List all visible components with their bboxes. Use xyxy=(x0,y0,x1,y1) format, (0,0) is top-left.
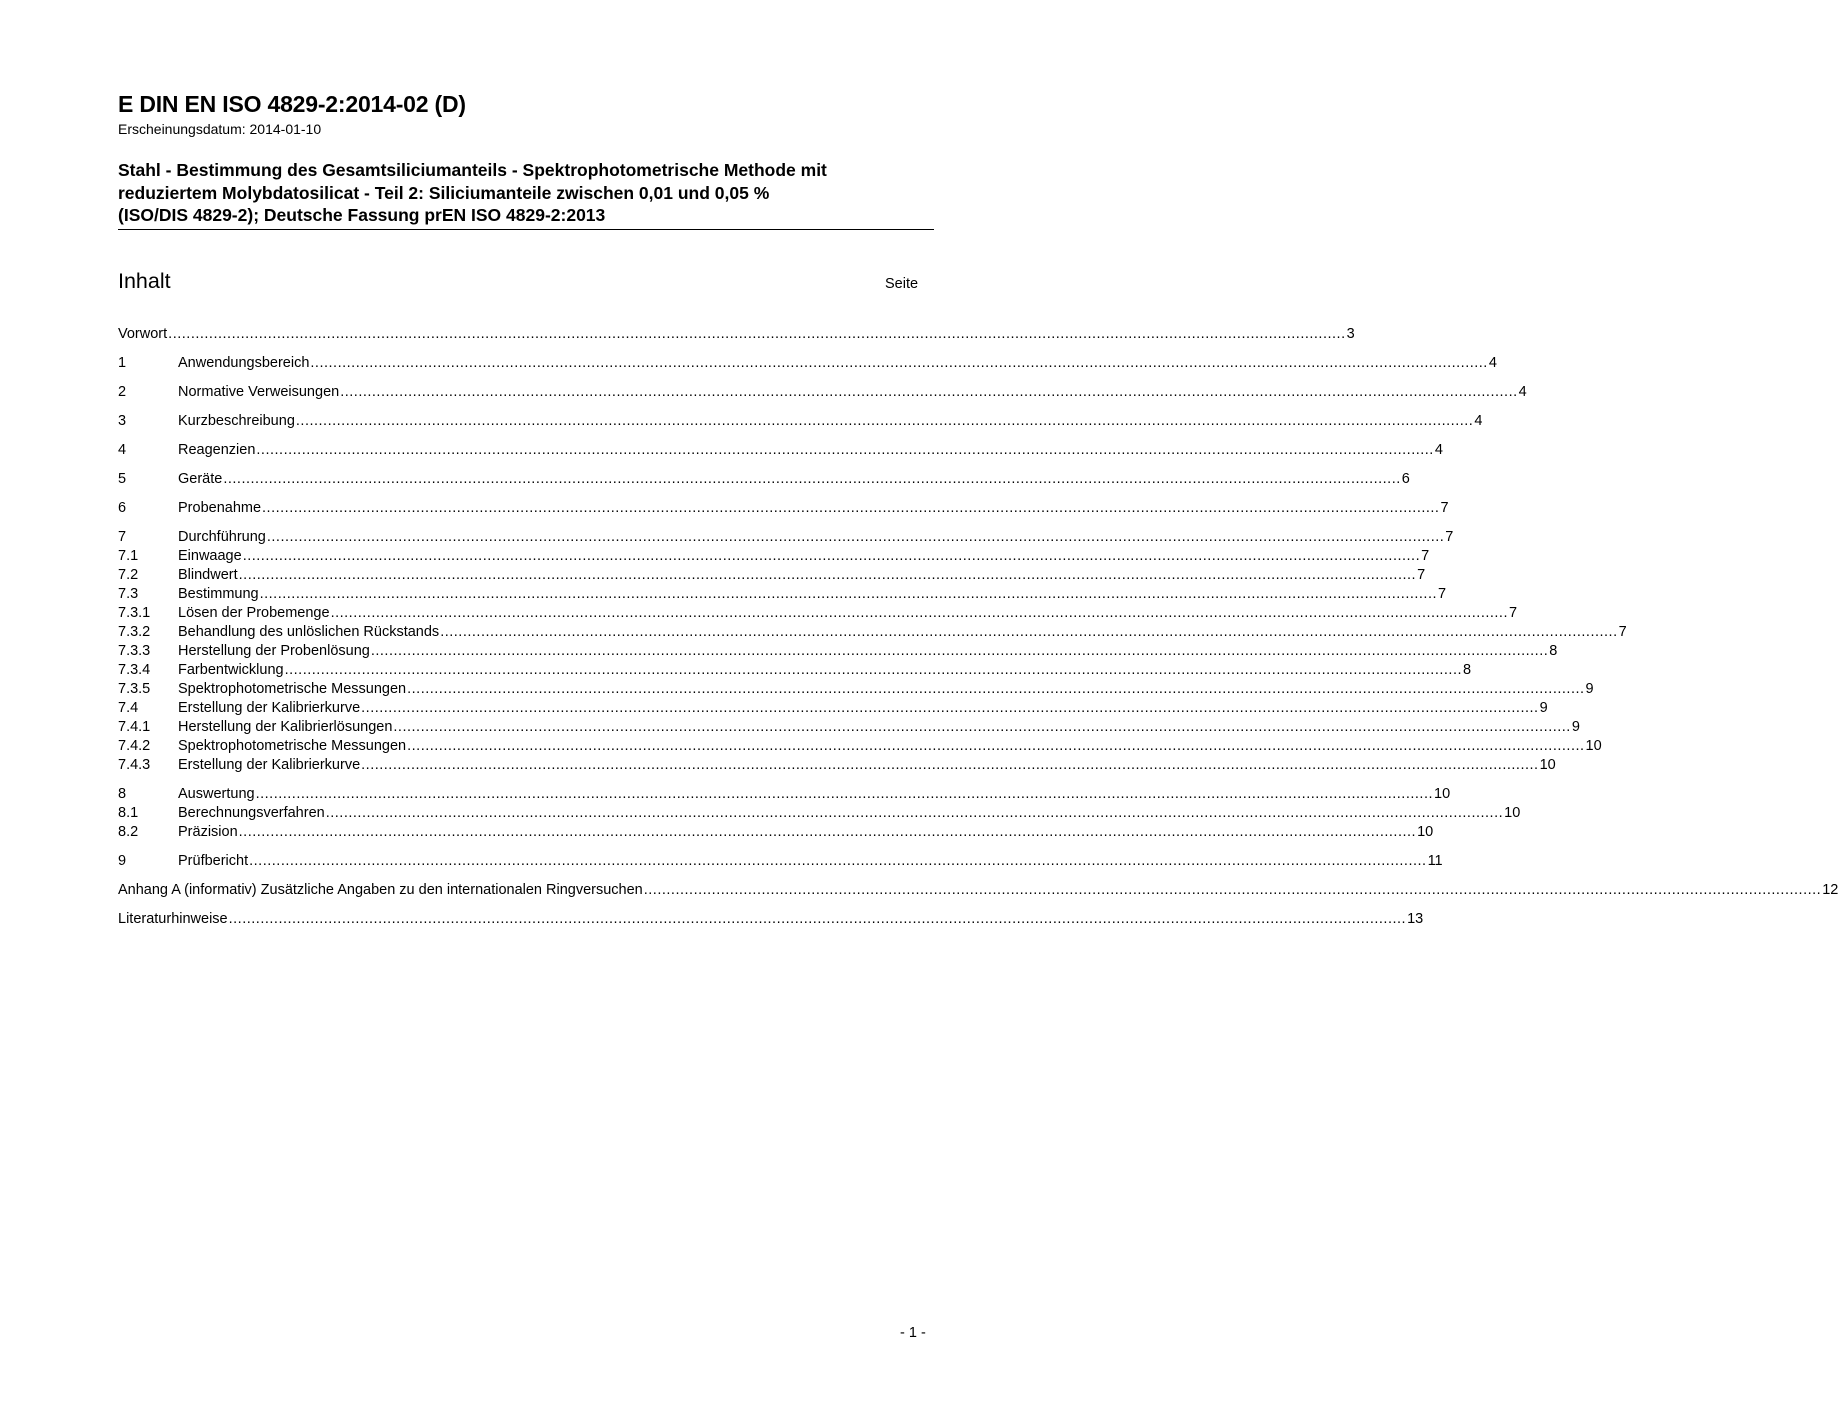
toc-entry-number: 1 xyxy=(118,355,127,371)
toc-dot-leader: .................................................................................................................................................................................................................................................................... xyxy=(228,911,1407,927)
toc-entry-title: Anhang A (informativ) Zusätzliche Angaben zu den internationalen Ringversuchen xyxy=(118,882,643,898)
toc-entry-number: 3 xyxy=(118,413,127,429)
toc-entry-number: 2 xyxy=(118,384,127,400)
toc-entry-number: 8 xyxy=(118,786,127,802)
toc-entry[interactable] xyxy=(118,623,1627,642)
toc-entry-number: 8.2 xyxy=(118,824,139,840)
toc-entry-page: 10 xyxy=(1539,757,1556,773)
toc-entry[interactable] xyxy=(118,661,1472,680)
toc-dot-leader: .................................................................................................................................................................................................................................................................... xyxy=(340,384,1518,400)
document-subject xyxy=(118,159,938,227)
toc-entry[interactable] xyxy=(118,547,1430,566)
toc-entry-number: 8.1 xyxy=(118,805,139,821)
title-divider xyxy=(118,229,934,230)
toc-entry-number: 4 xyxy=(118,442,127,458)
toc-entry-title: Anwendungsbereich xyxy=(178,355,310,371)
toc-entry-title: Probenahme xyxy=(178,500,262,516)
toc-entry[interactable] xyxy=(118,642,1558,661)
toc-dot-leader: .................................................................................................................................................................................................................................................................... xyxy=(407,738,1585,754)
toc-entry[interactable] xyxy=(118,699,1548,718)
toc-dot-leader: .................................................................................................................................................................................................................................................................... xyxy=(295,413,1474,429)
toc-dot-leader: .................................................................................................................................................................................................................................................................... xyxy=(310,355,1488,371)
toc-dot-leader: .................................................................................................................................................................................................................................................................... xyxy=(256,442,1434,458)
toc-dot-leader: .................................................................................................................................................................................................................................................................... xyxy=(168,326,1346,342)
toc-entry[interactable] xyxy=(118,528,1454,547)
toc-entry-page: 9 xyxy=(1539,700,1548,716)
toc-entry[interactable] xyxy=(118,852,1443,871)
toc-entry-title: Literaturhinweise xyxy=(118,911,228,927)
toc-entry-page: 8 xyxy=(1549,643,1558,659)
toc-entry-number: 7 xyxy=(118,529,127,545)
toc-entry-number: 7.3.2 xyxy=(118,624,151,640)
toc-entry-number: 7.3 xyxy=(118,586,139,602)
toc-entry-page: 10 xyxy=(1434,786,1451,802)
toc-entry-page: 13 xyxy=(1407,911,1424,927)
toc-dot-leader: .................................................................................................................................................................................................................................................................... xyxy=(330,605,1508,621)
toc-dot-leader: .................................................................................................................................................................................................................................................................... xyxy=(238,824,1417,840)
subject-line: (ISO/DIS 4829-2); Deutsche Fassung prEN ISO 4829-2:2013 xyxy=(118,205,606,225)
toc-entry-title: Kurzbeschreibung xyxy=(178,413,295,429)
toc-entry-number: 6 xyxy=(118,500,127,516)
toc-entry-title: Berechnungsverfahren xyxy=(178,805,325,821)
toc-entry[interactable] xyxy=(118,823,1434,842)
toc-entry-page: 7 xyxy=(1440,500,1449,516)
toc-entry-page: 9 xyxy=(1571,719,1580,735)
toc-entry-title: Einwaage xyxy=(178,548,242,564)
publication-date: Erscheinungsdatum: 2014-01-10 xyxy=(118,121,322,137)
toc-entry-title: Prüfbericht xyxy=(178,853,249,869)
toc-entry-number: 7.3.4 xyxy=(118,662,151,678)
toc-entry[interactable] xyxy=(118,354,1497,373)
toc-entry[interactable] xyxy=(118,383,1527,402)
toc-dot-leader: .................................................................................................................................................................................................................................................................... xyxy=(393,719,1571,735)
toc-entry-number: 7.4 xyxy=(118,700,139,716)
toc-entry-number: 7.3.3 xyxy=(118,643,151,659)
toc-entry-page: 12 xyxy=(1822,882,1838,898)
toc-dot-leader: .................................................................................................................................................................................................................................................................... xyxy=(242,548,1421,564)
toc-dot-leader: .................................................................................................................................................................................................................................................................... xyxy=(266,529,1445,545)
toc-entry[interactable] xyxy=(118,785,1451,804)
toc-entry[interactable] xyxy=(118,718,1580,737)
toc-entry-page: 10 xyxy=(1417,824,1434,840)
toc-entry-title: Lösen der Probemenge xyxy=(178,605,330,621)
toc-entry-title: Blindwert xyxy=(178,567,238,583)
toc-entry-number: 7.4.2 xyxy=(118,738,151,754)
toc-entry-title: Erstellung der Kalibrierkurve xyxy=(178,757,361,773)
toc-entry-title: Normative Verweisungen xyxy=(178,384,340,400)
toc-entry-page: 7 xyxy=(1421,548,1430,564)
toc-entry-page: 7 xyxy=(1618,624,1627,640)
toc-entry-title: Spektrophotometrische Messungen xyxy=(178,681,407,697)
toc-entry-title: Reagenzien xyxy=(178,442,256,458)
toc-dot-leader: .................................................................................................................................................................................................................................................................... xyxy=(249,853,1427,869)
toc-entry[interactable] xyxy=(118,804,1521,823)
toc-dot-leader: .................................................................................................................................................................................................................................................................... xyxy=(440,624,1618,640)
document-id: E DIN EN ISO 4829-2:2014-02 (D) xyxy=(118,91,466,117)
toc-entry-number: 7.2 xyxy=(118,567,139,583)
toc-entry-number: 7.1 xyxy=(118,548,139,564)
subject-line: reduziertem Molybdatosilicat - Teil 2: Siliciumanteile zwischen 0,01 und 0,05 % xyxy=(118,182,770,203)
toc-heading: Inhalt xyxy=(118,269,171,293)
toc-entry[interactable] xyxy=(118,881,1838,900)
toc-entry-number: 7.4.3 xyxy=(118,757,151,773)
toc-entry-title: Durchführung xyxy=(178,529,266,545)
toc-entry-page: 10 xyxy=(1585,738,1602,754)
toc-entry-title: Behandlung des unlöslichen Rückstands xyxy=(178,624,440,640)
toc-entry-page: 7 xyxy=(1417,567,1426,583)
toc-entry[interactable] xyxy=(118,585,1447,604)
toc-entry[interactable] xyxy=(118,566,1426,585)
toc-dot-leader: .................................................................................................................................................................................................................................................................... xyxy=(407,681,1585,697)
toc-entry-number: 7.3.1 xyxy=(118,605,151,621)
toc-entry-page: 7 xyxy=(1445,529,1454,545)
toc-entry[interactable] xyxy=(118,470,1410,489)
toc-entry-page: 4 xyxy=(1488,355,1497,371)
toc-entry-title: Vorwort xyxy=(118,326,168,342)
toc-dot-leader: .................................................................................................................................................................................................................................................................... xyxy=(643,882,1822,898)
toc-entry-number: 7.3.5 xyxy=(118,681,151,697)
toc-entry-page: 11 xyxy=(1427,853,1443,869)
toc-entry[interactable] xyxy=(118,680,1594,699)
toc-entry-number: 9 xyxy=(118,853,127,869)
page-number: - 1 - xyxy=(900,1325,926,1341)
toc-page-label: Seite xyxy=(885,276,919,292)
toc-entry-page: 3 xyxy=(1346,326,1355,342)
toc-entry-title: Präzision xyxy=(178,824,238,840)
toc-entry-page: 10 xyxy=(1504,805,1521,821)
toc-entry-title: Bestimmung xyxy=(178,586,259,602)
toc-entry-title: Farbentwicklung xyxy=(178,662,284,678)
toc-entry[interactable] xyxy=(118,756,1556,775)
toc-entry-page: 4 xyxy=(1518,384,1527,400)
toc-dot-leader: .................................................................................................................................................................................................................................................................... xyxy=(361,757,1539,773)
subject-line: Stahl - Bestimmung des Gesamtsiliciumanteils - Spektrophotometrische Methode mit xyxy=(118,160,827,180)
toc-entry[interactable] xyxy=(118,910,1424,929)
toc-dot-leader: .................................................................................................................................................................................................................................................................... xyxy=(223,471,1401,487)
toc-entry[interactable] xyxy=(118,412,1483,431)
toc-dot-leader: .................................................................................................................................................................................................................................................................... xyxy=(284,662,1463,678)
toc-entry[interactable] xyxy=(118,737,1602,756)
toc-entry-page: 6 xyxy=(1401,471,1410,487)
toc-entry-page: 8 xyxy=(1463,662,1472,678)
toc-entry-title: Erstellung der Kalibrierkurve xyxy=(178,700,361,716)
toc-entry-number: 7.4.1 xyxy=(118,719,151,735)
toc-entry[interactable] xyxy=(118,604,1518,623)
toc-entry-page: 4 xyxy=(1474,413,1483,429)
table-of-contents xyxy=(118,325,1838,929)
toc-entry-page: 7 xyxy=(1438,586,1447,602)
toc-entry-page: 7 xyxy=(1509,605,1518,621)
toc-entry[interactable] xyxy=(118,499,1449,518)
toc-dot-leader: .................................................................................................................................................................................................................................................................... xyxy=(238,567,1417,583)
toc-dot-leader: .................................................................................................................................................................................................................................................................... xyxy=(325,805,1504,821)
toc-entry-number: 5 xyxy=(118,471,127,487)
toc-entry[interactable] xyxy=(118,441,1443,460)
toc-dot-leader: .................................................................................................................................................................................................................................................................... xyxy=(370,643,1549,659)
toc-entry[interactable] xyxy=(118,325,1355,344)
toc-dot-leader: .................................................................................................................................................................................................................................................................... xyxy=(262,500,1440,516)
toc-entry-title: Spektrophotometrische Messungen xyxy=(178,738,407,754)
toc-entry-page: 4 xyxy=(1434,442,1443,458)
toc-dot-leader: .................................................................................................................................................................................................................................................................... xyxy=(255,786,1434,802)
toc-entry-title: Herstellung der Kalibrierlösungen xyxy=(178,719,393,735)
toc-entry-page: 9 xyxy=(1585,681,1594,697)
toc-dot-leader: .................................................................................................................................................................................................................................................................... xyxy=(259,586,1438,602)
toc-entry-title: Herstellung der Probenlösung xyxy=(178,643,370,659)
toc-entry-title: Auswertung xyxy=(178,786,255,802)
toc-entry-title: Geräte xyxy=(178,471,223,487)
toc-dot-leader: .................................................................................................................................................................................................................................................................... xyxy=(361,700,1539,716)
